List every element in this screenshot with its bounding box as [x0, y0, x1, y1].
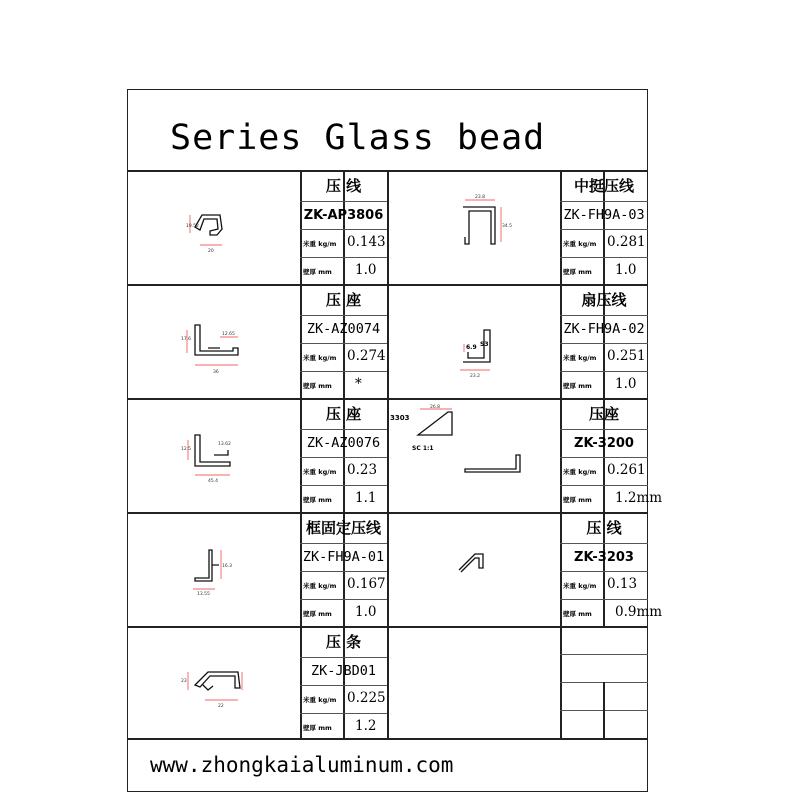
grid-line	[127, 738, 648, 740]
svg-text:23.8: 23.8	[475, 195, 486, 200]
left_items-thickness-4: 1.2	[355, 718, 377, 734]
left_items-weight-3: 0.167	[347, 576, 386, 592]
profile-drawing-ap3806	[180, 205, 240, 260]
svg-text:26.8: 26.8	[430, 405, 441, 410]
profile-drawing-fh9a-02	[448, 322, 508, 382]
svg-text:17.6: 17.6	[181, 337, 192, 342]
grid-line	[300, 713, 387, 714]
svg-text:23.2: 23.2	[470, 374, 481, 379]
profile-drawing-jbd01	[180, 660, 250, 715]
right_items-name-1: 扇压线	[581, 291, 627, 309]
left_items-name-4: 压 条	[325, 633, 362, 651]
grid-line	[560, 599, 648, 600]
website-url: www.zhongkaialuminum.com	[150, 753, 454, 777]
left_items-thickness-3: 1.0	[355, 604, 377, 620]
svg-text:13.62: 13.62	[218, 442, 231, 447]
left_items-weight-0: 0.143	[347, 234, 386, 250]
grid-line	[603, 682, 605, 738]
thickness-label: 壁厚 mm	[563, 496, 592, 504]
right_items-weight-3: 0.13	[607, 576, 638, 592]
right_items-thickness-0: 1.0	[615, 262, 637, 278]
weight-label: 米重 kg/m	[563, 354, 597, 362]
grid-line	[300, 257, 387, 258]
grid-line	[300, 685, 387, 686]
svg-text:6.9: 6.9	[466, 344, 477, 351]
grid-line	[560, 571, 648, 572]
left_items-name-2: 压 座	[325, 405, 362, 423]
svg-text:S3: S3	[480, 341, 489, 348]
svg-text:22: 22	[218, 704, 224, 709]
page-title: Series Glass bead	[170, 118, 546, 158]
svg-text:12.5: 12.5	[181, 447, 192, 452]
left_items-name-3: 框固定压线	[305, 519, 381, 537]
right_items-thickness-3: 0.9mm	[615, 604, 663, 620]
weight-label: 米重 kg/m	[303, 354, 337, 362]
left_items-thickness-2: 1.1	[355, 490, 377, 506]
left_items-code-1: ZK-AZ0074	[306, 321, 381, 337]
left_items-weight-2: 0.23	[347, 462, 378, 478]
grid-line	[300, 229, 387, 230]
weight-label: 米重 kg/m	[563, 468, 597, 476]
left_items-weight-1: 0.274	[347, 348, 386, 364]
svg-text:12.65: 12.65	[222, 332, 235, 337]
left_items-name-0: 压 线	[325, 177, 362, 195]
svg-text:19.52: 19.52	[186, 224, 199, 229]
right_items-code-0: ZK-FH9A-03	[563, 207, 645, 223]
grid-line	[300, 371, 387, 372]
left_items-code-4: ZK-JBD01	[310, 663, 377, 679]
right_items-name-0: 中挺压线	[573, 177, 634, 195]
grid-line	[560, 457, 648, 458]
profile-drawing-3200	[390, 400, 530, 485]
profile-drawing-3203	[455, 548, 495, 576]
profile-drawing-az0076	[180, 430, 250, 485]
weight-label: 米重 kg/m	[303, 582, 337, 590]
svg-text:20: 20	[208, 249, 214, 254]
right_items-name-3: 压 线	[586, 519, 622, 537]
grid-line	[300, 485, 387, 486]
grid-line	[560, 343, 648, 344]
right_items-weight-0: 0.281	[607, 234, 646, 250]
left_items-code-3: ZK-FH9A-01	[302, 549, 385, 565]
profile-drawing-fh9a-01	[185, 545, 245, 600]
svg-text:16.3: 16.3	[222, 564, 233, 569]
grid-line	[560, 229, 648, 230]
left_items-name-1: 压 座	[325, 291, 362, 309]
svg-text:45.4: 45.4	[208, 479, 219, 484]
thickness-label: 壁厚 mm	[563, 268, 592, 276]
grid-line	[387, 170, 389, 740]
right_items-thickness-2: 1.2mm	[615, 490, 663, 506]
profile-drawing-fh9a-03	[455, 192, 515, 252]
grid-line	[300, 599, 387, 600]
left_items-code-2: ZK-AZ0076	[306, 435, 381, 451]
thickness-label: 壁厚 mm	[303, 382, 332, 390]
thickness-label: 壁厚 mm	[563, 382, 592, 390]
weight-label: 米重 kg/m	[563, 582, 597, 590]
grid-line	[300, 457, 387, 458]
grid-line	[300, 343, 387, 344]
left_items-thickness-0: 1.0	[355, 262, 377, 278]
right_items-name-2: 压座	[588, 405, 619, 423]
left_items-weight-4: 0.225	[347, 690, 386, 706]
weight-label: 米重 kg/m	[563, 240, 597, 248]
svg-text:SC 1:1: SC 1:1	[412, 445, 434, 452]
thickness-label: 壁厚 mm	[563, 610, 592, 618]
svg-text:3303: 3303	[390, 414, 410, 422]
thickness-label: 壁厚 mm	[303, 496, 332, 504]
thickness-label: 壁厚 mm	[303, 610, 332, 618]
left_items-thickness-1: *	[355, 376, 362, 392]
svg-text:34.5: 34.5	[502, 224, 513, 229]
weight-label: 米重 kg/m	[303, 240, 337, 248]
grid-line	[560, 371, 648, 372]
profile-drawing-az0074	[180, 315, 250, 375]
right_items-weight-1: 0.251	[607, 348, 646, 364]
svg-text:13.55: 13.55	[197, 592, 210, 597]
thickness-label: 壁厚 mm	[303, 268, 332, 276]
right_items-code-1: ZK-FH9A-02	[563, 321, 645, 337]
grid-line	[560, 485, 648, 486]
thickness-label: 壁厚 mm	[303, 724, 332, 732]
svg-text:23: 23	[181, 679, 187, 684]
right_items-weight-2: 0.261	[607, 462, 646, 478]
right_items-thickness-1: 1.0	[615, 376, 637, 392]
weight-label: 米重 kg/m	[303, 468, 337, 476]
right_items-code-2: ZK-3200	[574, 435, 634, 451]
grid-line	[300, 571, 387, 572]
right_items-code-3: ZK-3203	[574, 549, 634, 565]
svg-text:36: 36	[213, 370, 219, 375]
grid-line	[560, 654, 648, 655]
grid-line	[560, 257, 648, 258]
weight-label: 米重 kg/m	[303, 696, 337, 704]
left_items-code-0: ZK-AP3806	[303, 207, 384, 223]
